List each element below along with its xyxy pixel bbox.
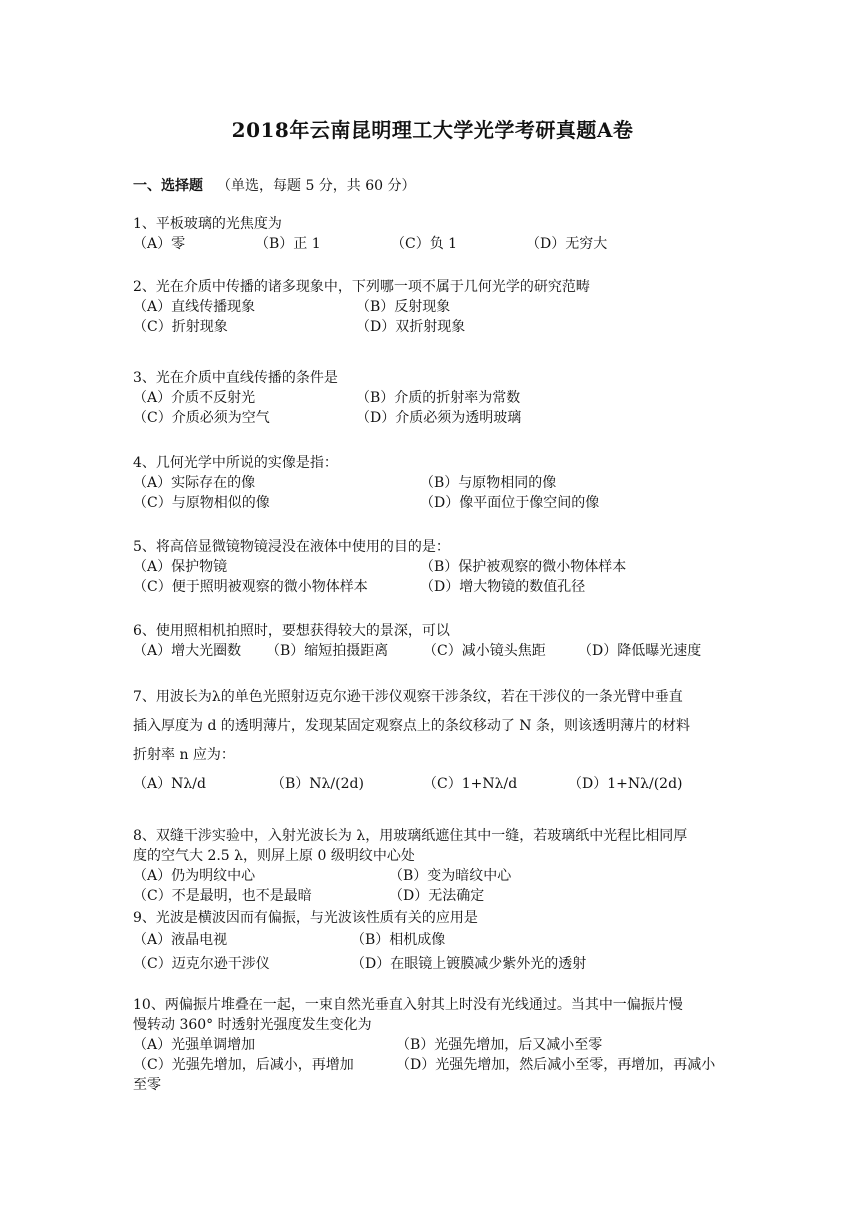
option-row bbox=[133, 928, 743, 952]
option-row bbox=[133, 297, 743, 317]
option-c: （C）介质必须为空气 bbox=[133, 410, 270, 426]
option-row bbox=[133, 408, 743, 428]
option-d: （D）双折射现象 bbox=[356, 319, 466, 335]
option-b: （B）缩短拍摄距离 bbox=[266, 643, 389, 659]
question-stem: 5、将高倍显微镜物镜浸没在液体中使用的目的是： bbox=[133, 539, 450, 555]
option-row bbox=[133, 1055, 743, 1075]
option-b: （B）光强先增加，后又减小至零 bbox=[396, 1037, 603, 1053]
option-a: （A）仍为明纹中心 bbox=[133, 868, 256, 884]
option-b: （B）与原物相同的像 bbox=[420, 475, 557, 491]
question-8 bbox=[133, 826, 743, 906]
option-b: （B）相机成像 bbox=[351, 932, 446, 948]
option-c: （C）负 1 bbox=[391, 236, 458, 252]
option-row bbox=[133, 493, 743, 513]
question-stem-line: 插入厚度为 d 的透明薄片，发现某固定观察点上的条纹移动了 N 条，则该透明薄片的材料 bbox=[133, 718, 691, 734]
option-c: （C）不是最明，也不是最暗 bbox=[133, 888, 312, 904]
question-5 bbox=[133, 537, 743, 597]
option-b: （B）Nλ/(2d) bbox=[271, 776, 364, 792]
option-d: （D）1+Nλ/(2d) bbox=[568, 776, 683, 792]
option-a: （A）直线传播现象 bbox=[133, 299, 256, 315]
option-c: （C）迈克尔逊干涉仪 bbox=[133, 956, 270, 972]
option-a: （A）零 bbox=[133, 236, 186, 252]
section-heading bbox=[133, 175, 416, 195]
option-c: （C）光强先增加，后减小，再增加 bbox=[133, 1057, 354, 1073]
question-stem-line: 10、两偏振片堆叠在一起，一束自然光垂直入射其上时没有光线通过。当其中一偏振片慢 bbox=[133, 997, 683, 1013]
section-note: （单选，每题 5 分，共 60 分） bbox=[217, 178, 416, 194]
option-row bbox=[133, 557, 743, 577]
question-1 bbox=[133, 214, 743, 254]
option-d: （D）光强先增加，然后减小至零，再增加，再减小 bbox=[396, 1057, 716, 1073]
question-stem-line: 8、双缝干涉实验中，入射光波长为 λ，用玻璃纸遮住其中一缝，若玻璃纸中光程比相同厚 bbox=[133, 828, 688, 844]
question-7 bbox=[133, 683, 743, 799]
option-row bbox=[133, 1035, 743, 1055]
option-b: （B）变为暗纹中心 bbox=[389, 868, 512, 884]
option-row bbox=[133, 952, 743, 976]
question-6 bbox=[133, 621, 743, 661]
option-c: （C）减小镜头焦距 bbox=[423, 643, 546, 659]
option-a: （A）实际存在的像 bbox=[133, 475, 256, 491]
question-stem-line: 慢转动 360° 时透射光强度发生变化为 bbox=[133, 1017, 372, 1033]
option-a: （A）保护物镜 bbox=[133, 559, 228, 575]
page-title: 2018年云南昆明理工大学光学考研真题A卷 bbox=[231, 118, 634, 142]
option-a: （A）Nλ/d bbox=[133, 776, 206, 792]
question-stem-line: 度的空气大 2.5 λ，则屏上原 0 级明纹中心处 bbox=[133, 848, 415, 864]
option-d: （D）像平面位于像空间的像 bbox=[420, 495, 600, 511]
option-row bbox=[133, 577, 743, 597]
option-row bbox=[133, 641, 743, 661]
option-a: （A）液晶电视 bbox=[133, 932, 228, 948]
question-3 bbox=[133, 368, 743, 428]
option-d: （D）增大物镜的数值孔径 bbox=[420, 579, 586, 595]
question-stem: 3、光在介质中直线传播的条件是 bbox=[133, 370, 338, 386]
option-c: （C）1+Nλ/d bbox=[423, 776, 518, 792]
question-stem-line: 7、用波长为λ的单色光照射迈克尔逊干涉仪观察干涉条纹，若在干涉仪的一条光臂中垂直 bbox=[133, 689, 683, 705]
option-d-continuation: 至零 bbox=[133, 1077, 161, 1093]
section-label: 一、选择题 bbox=[133, 178, 203, 194]
option-row bbox=[133, 770, 743, 799]
option-d: （D）在眼镜上镀膜减少紫外光的透射 bbox=[351, 956, 587, 972]
option-d: （D）无法确定 bbox=[389, 888, 485, 904]
option-row bbox=[133, 1075, 743, 1095]
option-c: （C）折射现象 bbox=[133, 319, 228, 335]
question-stem: 4、几何光学中所说的实像是指： bbox=[133, 455, 338, 471]
option-b: （B）保护被观察的微小物体样本 bbox=[420, 559, 627, 575]
option-row bbox=[133, 886, 743, 906]
question-9 bbox=[133, 908, 743, 976]
option-d: （D）介质必须为透明玻璃 bbox=[356, 410, 522, 426]
option-c: （C）便于照明被观察的微小物体样本 bbox=[133, 579, 368, 595]
option-b: （B）反射现象 bbox=[356, 299, 451, 315]
option-row bbox=[133, 388, 743, 408]
question-stem: 1、平板玻璃的光焦度为 bbox=[133, 216, 282, 232]
option-a: （A）增大光圈数 bbox=[133, 643, 242, 659]
question-stem: 2、光在介质中传播的诸多现象中，下列哪一项不属于几何光学的研究范畴 bbox=[133, 279, 590, 295]
option-row bbox=[133, 473, 743, 493]
option-d: （D）降低曝光速度 bbox=[578, 643, 702, 659]
question-stem: 6、使用照相机拍照时，要想获得较大的景深，可以 bbox=[133, 623, 450, 639]
option-b: （B）正 1 bbox=[255, 236, 321, 252]
option-d: （D）无穷大 bbox=[526, 236, 608, 252]
option-a: （A）介质不反射光 bbox=[133, 390, 256, 406]
option-b: （B）介质的折射率为常数 bbox=[356, 390, 521, 406]
option-a: （A）光强单调增加 bbox=[133, 1037, 256, 1053]
question-stem-line: 折射率 n 应为： bbox=[133, 747, 235, 763]
question-10 bbox=[133, 995, 743, 1095]
option-c: （C）与原物相似的像 bbox=[133, 495, 270, 511]
option-row bbox=[133, 317, 743, 337]
question-stem: 9、光波是横波因而有偏振，与光波该性质有关的应用是 bbox=[133, 910, 478, 926]
question-4 bbox=[133, 453, 743, 513]
option-row bbox=[133, 866, 743, 886]
option-row bbox=[133, 234, 743, 254]
question-2 bbox=[133, 277, 743, 337]
